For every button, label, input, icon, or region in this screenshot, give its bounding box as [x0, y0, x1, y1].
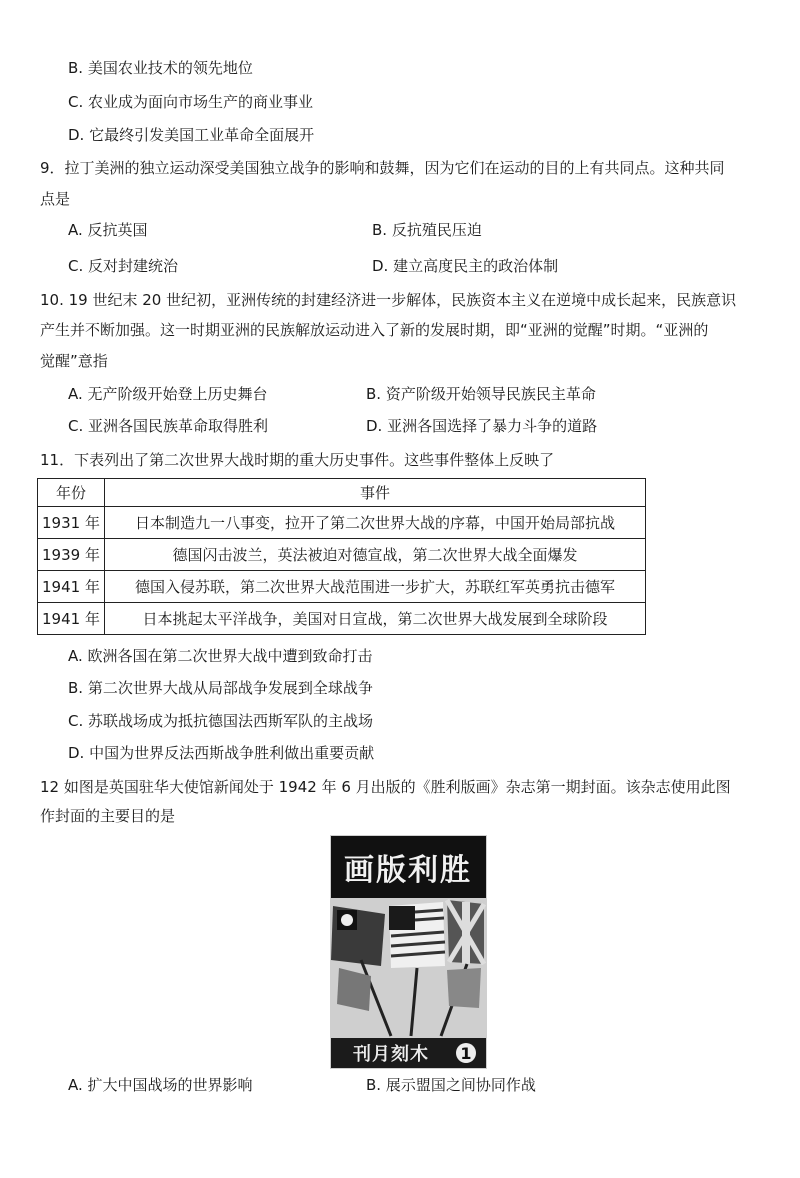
q10-option-c: C. 亚洲各国民族革命取得胜利: [68, 417, 269, 435]
row-year: 1941 年: [38, 571, 105, 603]
q9-option-a: A. 反抗英国: [68, 221, 148, 239]
q8-option-c: C. 农业成为面向市场生产的商业事业: [68, 93, 314, 111]
header-event: 事件: [105, 479, 646, 507]
cover-issue-number: 1: [460, 1044, 472, 1063]
row-year: 1931 年: [38, 507, 105, 539]
row-year: 1941 年: [38, 603, 105, 635]
q11-stem: 11．下表列出了第二次世界大战时期的重大历史事件。这些事件整体上反映了: [40, 451, 555, 469]
q10-stem-line1: 10. 19 世纪末 20 世纪初，亚洲传统的封建经济进一步解体，民族资本主义在逆境中成长起来，民族意识: [40, 291, 737, 309]
row-year: 1939 年: [38, 539, 105, 571]
q12-stem-line1: 12 如图是英国驻华大使馆新闻处于 1942 年 6 月出版的《胜利版画》杂志第一期封面。该杂志使用此图: [40, 778, 731, 796]
q12-stem-line2: 作封面的主要目的是: [40, 807, 176, 825]
table-row: [38, 539, 646, 571]
table-header-row: [38, 479, 646, 507]
q11-option-b: B. 第二次世界大战从局部战争发展到全球战争: [68, 679, 373, 697]
q11-option-c: C. 苏联战场成为抵抗德国法西斯军队的主战场: [68, 712, 374, 730]
cover-footer-text: 刊月刻木: [353, 1044, 429, 1065]
row-event: 日本挑起太平洋战争，美国对日宣战，第二次世界大战发展到全球阶段: [105, 603, 646, 635]
table-row: [38, 603, 646, 635]
row-event: 日本制造九一八事变，拉开了第二次世界大战的序幕，中国开始局部抗战: [105, 507, 646, 539]
magazine-cover-art: [331, 836, 486, 1068]
table-row: [38, 571, 646, 603]
row-event: 德国闪击波兰，英法被迫对德宣战，第二次世界大战全面爆发: [105, 539, 646, 571]
q12-option-a: A. 扩大中国战场的世界影响: [68, 1076, 253, 1094]
table-row: [38, 507, 646, 539]
q9-option-b: B. 反抗殖民压迫: [372, 221, 482, 239]
q8-option-d: D. 它最终引发美国工业革命全面展开: [68, 126, 315, 144]
magazine-cover-image: [330, 835, 487, 1069]
sun-emblem-icon: [341, 914, 353, 926]
q10-option-a: A. 无产阶级开始登上历史舞台: [68, 385, 268, 403]
header-year: 年份: [38, 479, 105, 507]
row-event: 德国入侵苏联，第二次世界大战范围进一步扩大，苏联红军英勇抗击德军: [105, 571, 646, 603]
q10-stem-line3: 觉醒”意指: [40, 352, 108, 370]
q9-option-d: D. 建立高度民主的政治体制: [372, 257, 559, 275]
q11-option-a: A. 欧洲各国在第二次世界大战中遭到致命打击: [68, 647, 373, 665]
q9-option-c: C. 反对封建统治: [68, 257, 179, 275]
q9-stem-line1: 9．拉丁美洲的独立运动深受美国独立战争的影响和鼓舞，因为它们在运动的目的上有共同点。这种共同: [40, 159, 725, 177]
q10-option-d: D. 亚洲各国选择了暴力斗争的道路: [366, 417, 598, 435]
q12-option-b: B. 展示盟国之间协同作战: [366, 1076, 536, 1094]
q11-option-d: D. 中国为世界反法西斯战争胜利做出重要贡献: [68, 744, 375, 762]
q10-option-b: B. 资产阶级开始领导民族民主革命: [366, 385, 596, 403]
q10-stem-line2: 产生并不断加强。这一时期亚洲的民族解放运动进入了新的发展时期，即“亚洲的觉醒”时期。“亚洲的: [40, 321, 709, 339]
events-table: [37, 478, 646, 635]
q8-option-b: B. 美国农业技术的领先地位: [68, 59, 253, 77]
q9-stem-line2: 点是: [40, 190, 71, 208]
cover-title: 胜利版画: [344, 853, 472, 888]
